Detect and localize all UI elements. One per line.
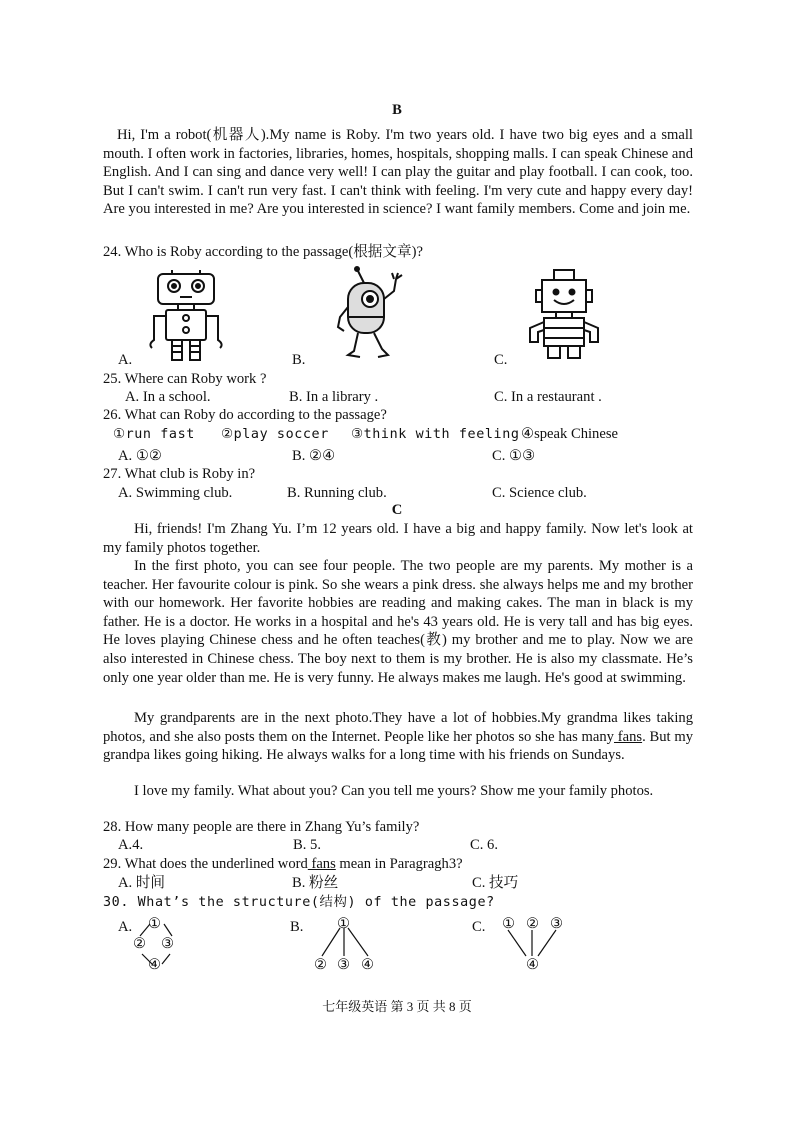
q30-b-node-3: ③ [337,957,351,973]
q30-c-node-1: ① [502,916,516,932]
q25-option-b: B. In a library . [289,389,379,405]
q26-option-c: C. ①③ [492,448,536,464]
underlined-word-fans: fans [613,728,643,745]
q29-stem-after: mean in Paragragh3? [335,856,463,872]
q30-option-c: C. [472,919,486,935]
q24-option-c: C. [494,352,508,368]
q27-option-c: C. Science club. [492,485,587,501]
q30-a-node-4: ④ [148,957,162,973]
q28-option-c: C. 6. [470,837,498,853]
q28-option-b: B. 5. [293,837,321,853]
q29-stem [103,855,463,873]
section-c-paragraph-4: I love my family. What about you? Can you tell me yours? Show me your family photos. [134,783,654,799]
q29-option-b: B. 粉丝 [292,875,339,891]
q26-item-4: ④speak Chinese [521,426,618,442]
q25-option-a: A. In a school. [125,389,211,405]
q24-option-a: A. [118,352,133,368]
section-c-paragraph-2: In the first photo, you can see four people. The two people are my parents. My mother is a teacher. Her favourite colour is pink. So she wears a pink dress. she always helps me and my brother with our homework. Her favorite hobbies are reading and making cakes. The man in black is my father. He is a doctor. He works in a hospital and he's 43 years old. He is very tall and has big eyes. He loves playing Chinese chess and he often teaches(教) my brother and me to play. Now we are also interested in Chinese chess. The boy next to them is my brother. He is also my classmate. He’s only one year older than me. He is very funny. He always makes me laugh. He's good at swimming. [103,558,693,686]
q30-b-node-1: ① [337,916,351,932]
q27-stem: 27. What club is Roby in? [103,466,256,482]
section-c-paragraph-3 [103,709,693,765]
q28-stem: 28. How many people are there in Zhang Yu’s family? [103,819,420,835]
q30-a-node-3: ③ [161,936,175,952]
section-b-passage: Hi, I'm a robot(机器人).My name is Roby. I'm two years old. I have two big eyes and a small mouth. I often work in factories, libraries, homes, hospitals, shopping malls. I can speak Chinese and English. And I can sing and dance very well! I can play the guitar and play football. I can cook, too. But I can't swim. I can't run very fast. I can't think with feeling. I'm very cute and happy every day! Are you interested in me? Are you interested in science? I want family members. Come and join me. [103,127,693,218]
q30-a-node-1: ① [148,916,162,932]
robot-c-icon [524,268,604,362]
q30-c-node-3: ③ [550,916,564,932]
robot-b-icon [330,265,410,361]
q26-option-b: B. ②④ [292,448,336,464]
q26-option-a: A. ①② [118,448,163,464]
q29-underlined-word: fans [307,856,336,872]
q30-c-node-4: ④ [526,957,540,973]
q24-stem: 24. Who is Roby according to the passage(根据文章)? [103,244,423,260]
q26-item-2: ②play soccer [221,427,329,442]
q30-stem: 30. What’s the structure(结构) of the passage? [103,895,495,910]
q27-option-b: B. Running club. [287,485,387,501]
q25-option-c: C. In a restaurant . [494,389,602,405]
q28-option-a: A.4. [118,837,144,853]
robot-a-icon [148,268,224,364]
q30-b-node-4: ④ [361,957,375,973]
q25-stem: 25. Where can Roby work ? [103,371,267,387]
q30-option-a: A. [118,919,133,935]
page-footer: 七年级英语 第 3 页 共 8 页 [322,999,472,1014]
section-b-heading: B [392,102,402,118]
q29-stem-before: 29. What does the underlined word [103,856,308,872]
section-c-heading: C [391,502,403,518]
q30-a-node-2: ② [133,936,147,952]
q29-option-a: A. 时间 [118,875,166,891]
q30-c-node-2: ② [526,916,540,932]
q26-item-3: ③think with feeling [351,427,520,442]
q29-option-c: C. 技巧 [472,875,519,891]
section-c-paragraph-1: Hi, friends! I'm Zhang Yu. I’m 12 years old. I have a big and happy family. Now let's look at my family photos together. [103,521,693,556]
q26-stem: 26. What can Roby do according to the passage? [103,407,387,423]
q24-option-b: B. [292,352,306,368]
q30-b-node-2: ② [314,957,328,973]
q30-option-b: B. [290,919,304,935]
q27-option-a: A. Swimming club. [118,485,233,501]
paragraph-3-text-after: . But my grandpa likes going hiking. He always walks for a long time with his friends on Sundays. [103,728,693,764]
paragraph-3-text-before: My grandparents are in the next photo.They have a lot of hobbies.My grandma likes taking photos, and she also posts them on the Internet. People like her photos so she has many [103,710,693,745]
q26-item-1: ①run fast [113,427,195,442]
